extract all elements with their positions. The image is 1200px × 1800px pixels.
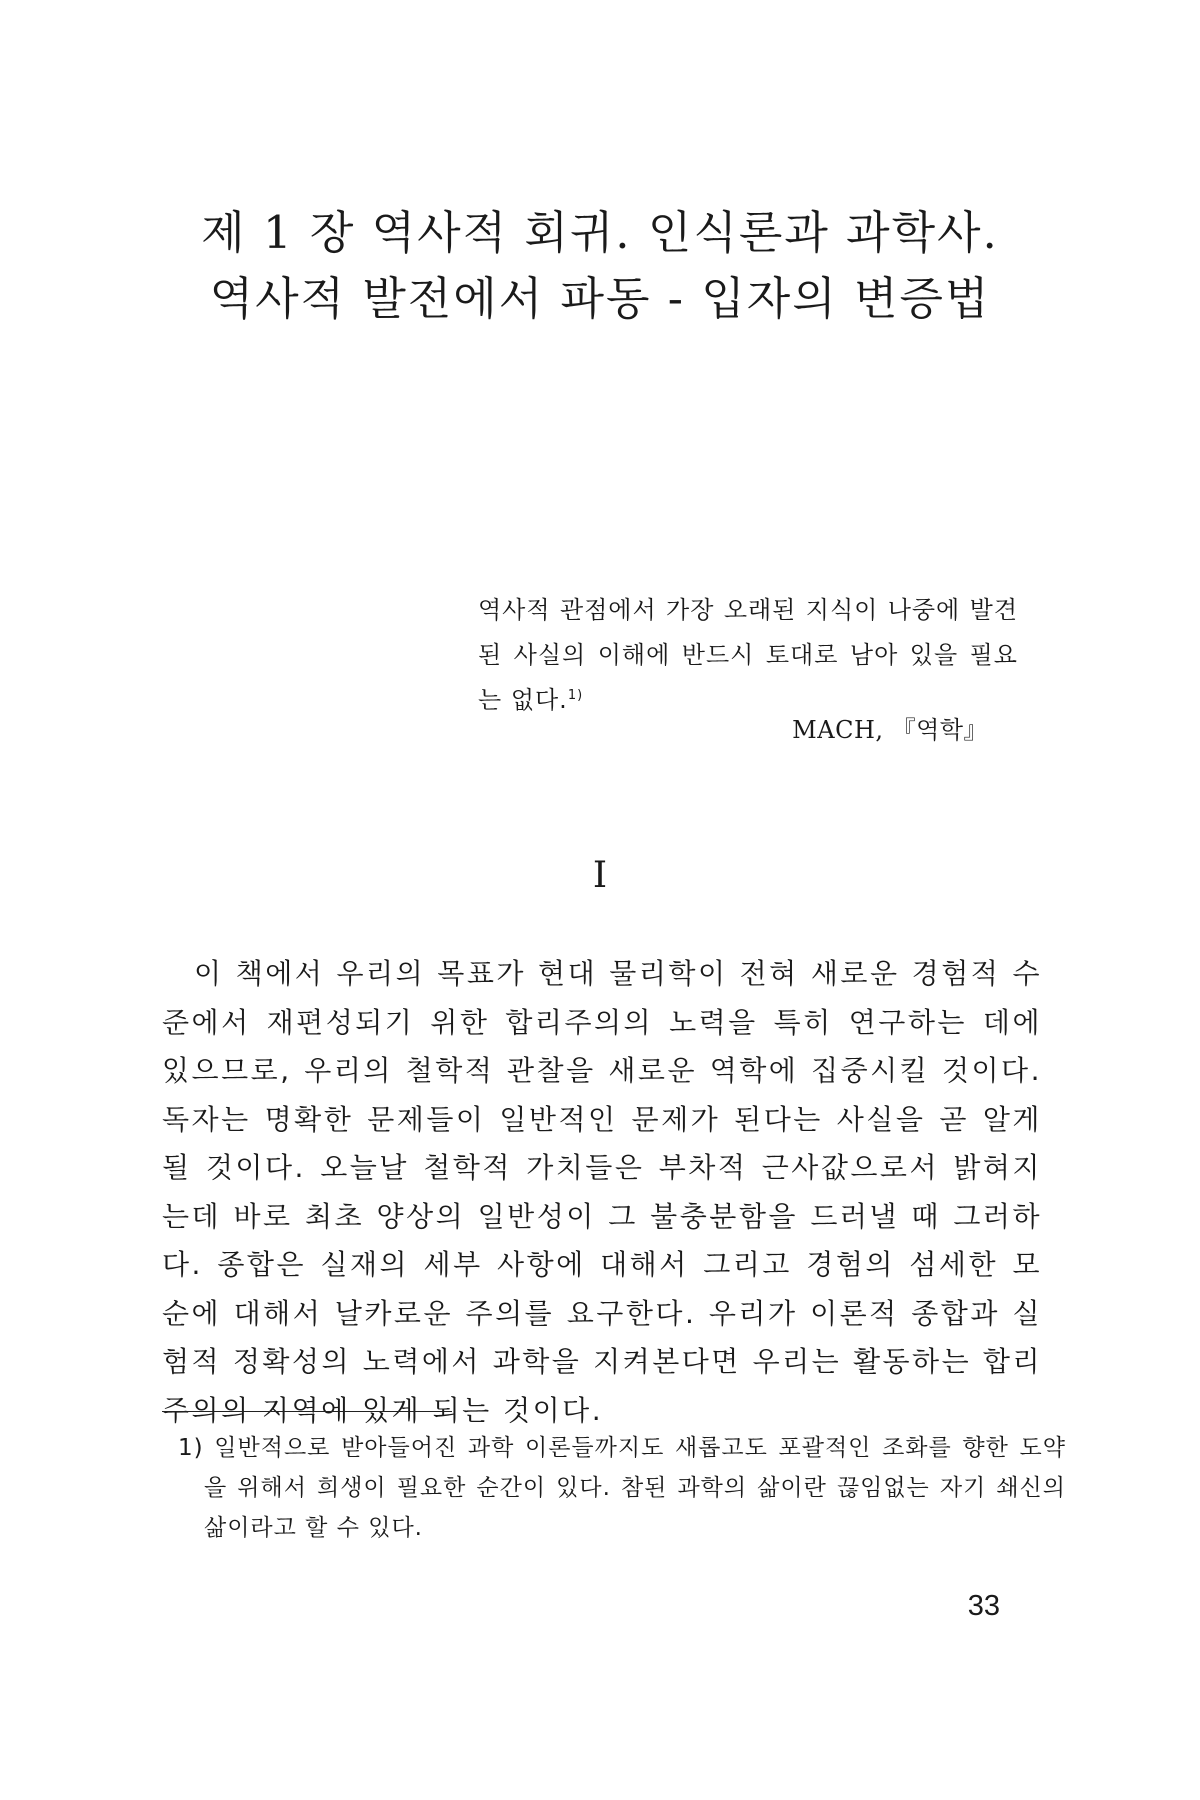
page-number: 33 [967,1590,1000,1622]
footnote-divider [162,1411,452,1412]
body-paragraph: 이 책에서 우리의 목표가 현대 물리학이 전혀 새로운 경험적 수준에서 재편성되기 위한 합리주의의 노력을 특히 연구하는 데에 있으므로, 우리의 철학적 관찰을 새로운 역학에 집중시킬 것이다. 독자는 명확한 문제들이 일반적인 문제가 된다는 사실을 곧 알게 될 것이다. 오늘날 철학적 가치들은 부차적 근사값으로서 밝혀지는데 바로 최초 양상의 일반성이 그 불충분함을 드러낼 때 그러하다. 종합은 실재의 세부 사항에 대해서 그리고 경험의 섬세한 모순에 대해서 날카로운 주의를 요구한다. 우리가 이론적 종합과 실험적 정확성의 노력에서 과학을 지켜본다면 우리는 활동하는 합리주의의 지역에 있게 되는 것이다. [162,957,1042,1427]
epigraph-source: MACH, 『역학』 [792,716,988,744]
chapter-title-line-1: 제 1 장 역사적 회귀. 인식론과 과학사. [201,206,999,259]
epigraph [478,588,1018,723]
footnote: 1) 일반적으로 받아들어진 과학 이론들까지도 새롭고도 포괄적인 조화를 향한 도약을 위해서 희생이 필요한 순간이 있다. 참된 과학의 삶이란 끊임없는 자기 쇄신의 삶이라고 할 수 있다. [178,1435,1066,1541]
chapter-title-line-2: 역사적 발전에서 파동 - 입자의 변증법 [209,272,991,325]
epigraph-text: 역사적 관점에서 가장 오래된 지식이 나중에 발견된 사실의 이해에 반드시 토대로 남아 있을 필요는 없다. [478,596,1018,714]
section-numeral: I [592,855,608,896]
epigraph-footnote-marker[interactable]: 1) [567,688,584,703]
